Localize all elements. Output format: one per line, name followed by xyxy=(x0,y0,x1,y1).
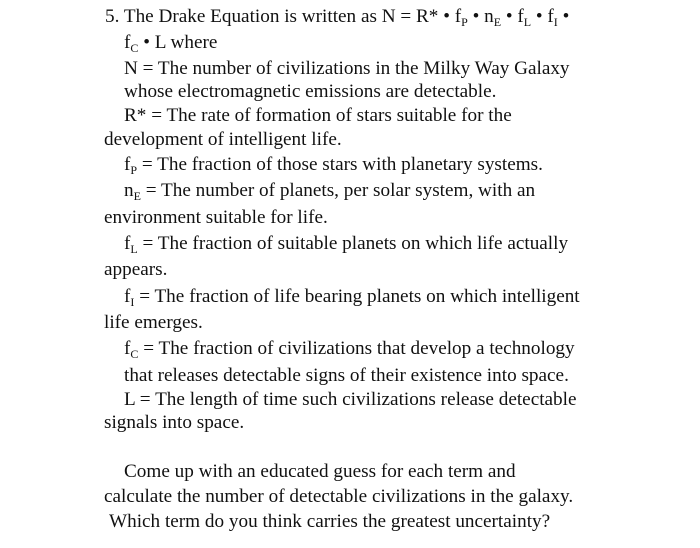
fc-subscript: C xyxy=(130,347,139,361)
subscript-p: P xyxy=(461,15,468,29)
equation-dot-f1: • f xyxy=(501,6,524,27)
ne-definition-line-1 xyxy=(124,180,535,202)
equation-l-where: • L where xyxy=(138,32,218,53)
equation-dot-f2: • f xyxy=(531,6,554,27)
fp-label: f xyxy=(124,154,131,175)
ne-label: n xyxy=(124,180,134,201)
fi-text: = The fraction of life bearing planets on which intelligent xyxy=(134,286,580,307)
fi-subscript: I xyxy=(130,295,135,309)
subscript-i: I xyxy=(553,15,558,29)
question-line-3: Which term do you think carries the greatest uncertainty? xyxy=(109,511,551,532)
fp-subscript: P xyxy=(130,163,138,177)
fc-label: f xyxy=(124,338,131,359)
fp-definition xyxy=(124,154,543,176)
fi-definition-line-2: life emerges. xyxy=(104,312,203,333)
fl-definition-line-2: appears. xyxy=(104,259,168,280)
fl-label: f xyxy=(124,233,131,254)
l-definition-line-2: signals into space. xyxy=(104,412,245,433)
equation-line-1 xyxy=(105,6,569,28)
n-definition-line-2: whose electromagnetic emissions are detectable. xyxy=(124,81,497,102)
fi-definition-line-1 xyxy=(124,286,580,308)
ne-text: = The number of planets, per solar system, with an xyxy=(140,180,536,201)
subscript-c: C xyxy=(130,41,139,55)
ne-subscript: E xyxy=(133,189,141,203)
question-line-2: calculate the number of detectable civilizations in the galaxy. xyxy=(104,486,574,507)
question-line-1: Come up with an educated guess for each term and xyxy=(124,461,516,482)
fi-label: f xyxy=(124,286,131,307)
subscript-e: E xyxy=(493,15,502,29)
fc-text: = The fraction of civilizations that develop a technology xyxy=(138,338,575,359)
l-definition-line-1: L = The length of time such civilizations release detectable xyxy=(124,389,577,410)
fl-subscript: L xyxy=(130,242,138,256)
ne-definition-line-2: environment suitable for life. xyxy=(104,207,328,228)
fc-definition-line-1 xyxy=(124,338,575,360)
equation-fc: f xyxy=(124,32,131,53)
problem-number: 5. xyxy=(105,6,120,27)
fc-definition-line-2: that releases detectable signs of their existence into space. xyxy=(124,365,569,386)
n-definition-line-1: N = The number of civilizations in the Milky Way Galaxy xyxy=(124,58,570,79)
equation-line-2 xyxy=(124,32,217,54)
equation-intro: The Drake Equation is written as N = R* • f xyxy=(123,6,462,27)
fl-text: = The fraction of suitable planets on which life actually xyxy=(137,233,569,254)
fp-text: = The fraction of those stars with planetary systems. xyxy=(137,154,543,175)
equation-dot-n: • n xyxy=(467,6,494,27)
subscript-l: L xyxy=(523,15,532,29)
fl-definition-line-1 xyxy=(124,233,568,255)
equation-trailing-dot: • xyxy=(557,6,570,27)
r-definition-line-2: development of intelligent life. xyxy=(104,129,342,150)
r-definition-line-1: R* = The rate of formation of stars suitable for the xyxy=(124,105,512,126)
